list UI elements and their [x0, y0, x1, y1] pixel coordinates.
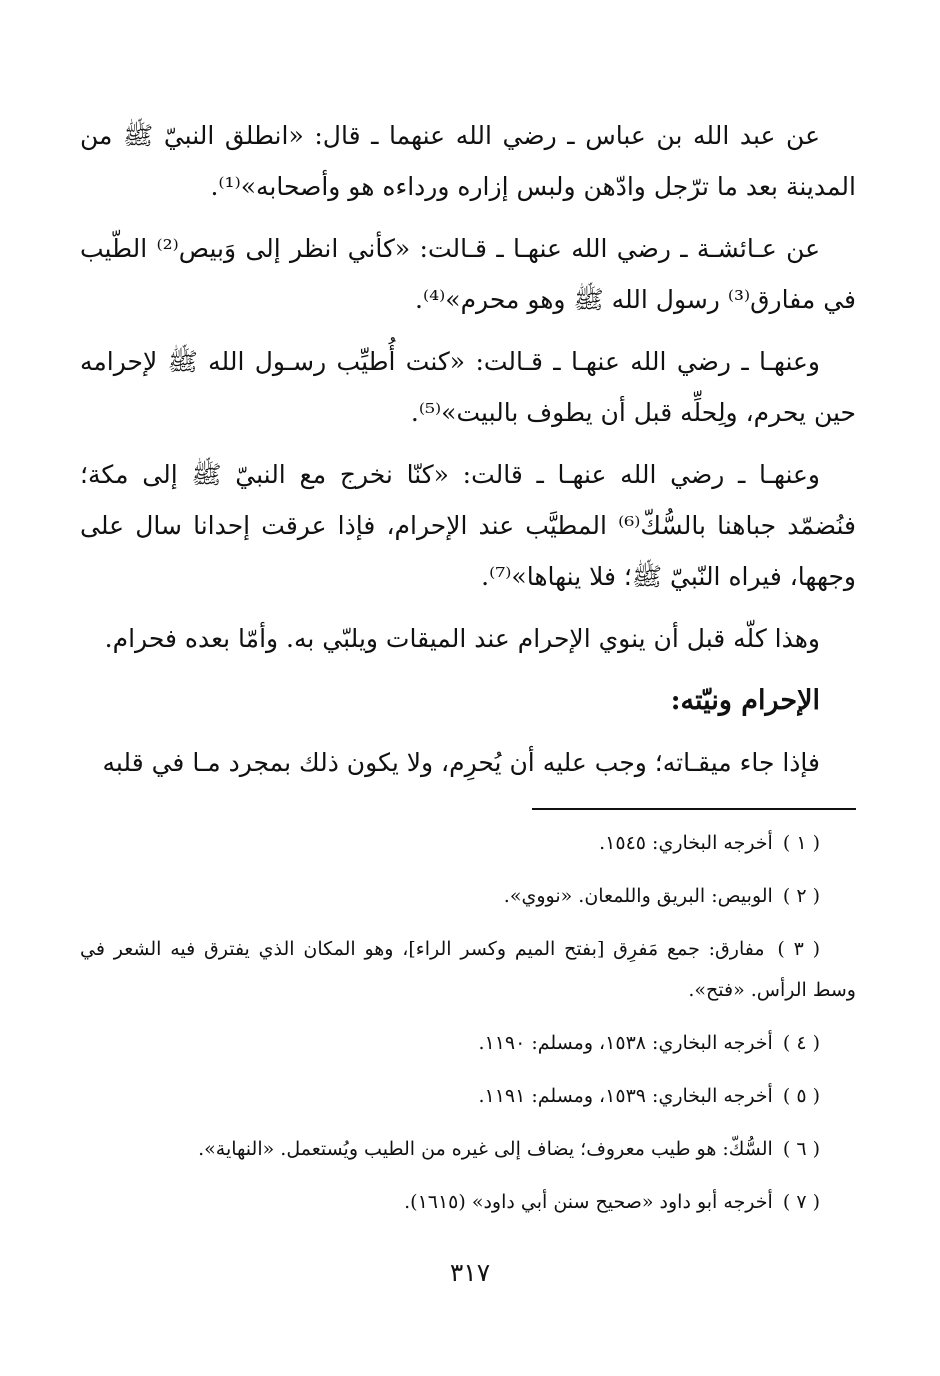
footnote-1 — [80, 823, 856, 864]
footnote-text: الوبيص: البريق واللمعان. «نووي». — [503, 885, 773, 907]
page-number: ٣١٧ — [449, 1258, 491, 1287]
footnote-5 — [80, 1076, 856, 1117]
footnote-text: السُّكّ: هو طيب معروف؛ يضاف إلى غيره من الطيب ويُستعمل. «النهاية». — [198, 1138, 773, 1160]
footnotes — [80, 823, 856, 1235]
footnote-number: ( ٧ ) — [782, 1191, 820, 1213]
footnote-number: ( ٥ ) — [782, 1085, 820, 1107]
paragraph-aisha-sukk: وعنهـا ـ رضي الله عنهـا ـ قالت: «كنّا نخرج مع النبيّ ﷺ إلى مكة؛ فنُضمّد جباهنا بالسُّكّ⁽⁶⁾ المطيَّب عند الإحرام، فإذا عرقت إحدانا سال على وجهها، فيراه النّبيّ ﷺ؛ فلا ينهاها»⁽⁷⁾. — [80, 460, 856, 591]
footnote-7 — [80, 1182, 856, 1223]
footnote-text: أخرجه البخاري: ١٥٤٥. — [599, 832, 773, 854]
main-text — [80, 110, 856, 799]
footnote-text: مفارق: جمع مَفرِق [بفتح الميم وكسر الراء]، وهو المكان الذي يفترق فيه الشعر في وسط الرأس. «فتح». — [80, 938, 856, 1001]
footnote-number: ( ١ ) — [782, 832, 820, 854]
paragraph-ihram-start: فإذا جاء ميقـاته؛ وجب عليه أن يُحرِم، ولا يكون ذلك بمجرد مـا في قلبه — [102, 748, 820, 777]
footnote-6 — [80, 1129, 856, 1170]
footnote-text: أخرجه أبو داود «صحيح سنن أبي داود» (١٦١٥). — [404, 1191, 773, 1213]
footnote-3 — [80, 929, 856, 1011]
section-heading: الإحرام ونيّته: — [670, 685, 820, 716]
footnote-number: ( ٣ ) — [777, 938, 820, 960]
footnote-2 — [80, 876, 856, 917]
footnote-divider — [532, 808, 856, 810]
paragraph-before-ihram: وهذا كلّه قبل أن ينوي الإحرام عند الميقات ويلبّي به. وأمّا بعده فحرام. — [104, 624, 820, 653]
footnote-number: ( ٢ ) — [782, 885, 820, 907]
paragraph-aisha-wabis: عن عـائشـة ـ رضي الله عنهـا ـ قـالت: «كأني انظر إلى وَبيص⁽²⁾ الطّيب في مفارق⁽³⁾ رسول الله ﷺ وهو محرم»⁽⁴⁾. — [80, 234, 856, 314]
paragraph-aisha-tayyib: وعنهـا ـ رضي الله عنهـا ـ قـالت: «كنت أُطيِّب رسـول الله ﷺ لإحرامه حين يحرم، ولِحلِّه قبل أن يطوف بالبيت»⁽⁵⁾. — [80, 347, 856, 427]
footnote-number: ( ٦ ) — [782, 1138, 820, 1160]
footnote-4 — [80, 1023, 856, 1064]
footnote-text: أخرجه البخاري: ١٥٣٨، ومسلم: ١١٩٠. — [478, 1032, 773, 1054]
footnote-number: ( ٤ ) — [782, 1032, 820, 1054]
paragraph-ibn-abbas: عن عبد الله بن عباس ـ رضي الله عنهما ـ قال: «انطلق النبيّ ﷺ من المدينة بعد ما ترّجل وادّهن ولبس إزاره ورداءه هو وأصحابه»⁽¹⁾. — [80, 121, 856, 201]
footnote-text: أخرجه البخاري: ١٥٣٩، ومسلم: ١١٩١. — [478, 1085, 773, 1107]
